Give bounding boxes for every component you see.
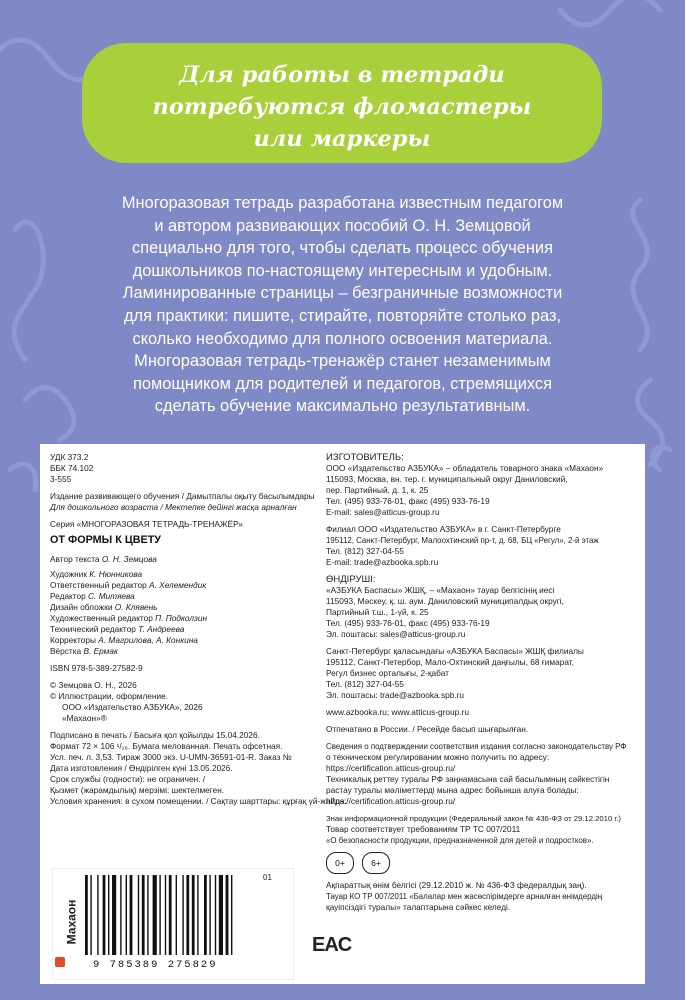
edition-type: Издание развивающего обучения / Дамытпалы оқыту басылымдары	[50, 491, 315, 501]
print-info-line: Дата изготовления / Өндірілген күні 13.05.2026.	[50, 763, 233, 773]
bbk-code: ББК 74.102	[50, 463, 94, 473]
banner-note	[82, 43, 602, 163]
intro-line: Многоразовая тетрадь-тренажёр станет незаменимым	[134, 352, 551, 371]
credit-row: Дизайн обложки О. Клявень	[50, 602, 158, 612]
intro-line: дошкольников по-настоящему интересным и удобным.	[132, 261, 553, 280]
kz-manufacturer-line: 115093, Мәскеу, қ. ш. аум. Даниловский муниципалдық округі,	[326, 596, 564, 606]
copyright-line: © Земцова О. Н., 2026	[50, 680, 137, 690]
kz-mark-line: Тауар КО ТР 007/2011 «Балалар мен жасөспірімдерге арналған өнімдердің	[326, 892, 603, 901]
print-info-line: Қызмет (жарамдылық) мерзімі: шектелмеген.	[50, 785, 225, 795]
intro-line: Многоразовая тетрадь разработана известным педагогом	[121, 194, 564, 212]
branch-line: Тел. (812) 327-04-55	[326, 546, 404, 556]
manufacturer-line: пер. Партийный, д. 1, к. 25	[326, 485, 429, 495]
print-info-line: Срок службы (годности): не ограничен. /	[50, 774, 206, 784]
banner-line-2: потребуются фломастеры	[152, 94, 532, 120]
conformity-line: https://certification.atticus-group.ru/	[326, 763, 456, 773]
publisher-mark-icon	[55, 957, 65, 967]
credit-row: Ответственный редактор А. Хелемендик	[50, 580, 207, 590]
websites: www.azbooka.ru; www.atticus-group.ru	[326, 707, 469, 717]
barcode-block	[52, 868, 294, 980]
kz-manufacturer-line: Партийный т.ш., 1-үй, к. 25	[326, 607, 429, 617]
print-info-line: Условия хранения: в сухом помещении. / Сақтау шарттары: құрғақ үй-жайда.	[50, 796, 347, 806]
book-title: ОТ ФОРМЫ К ЦВЕТУ	[50, 534, 162, 546]
kz-manufacturer-line: Эл. поштасы: sales@atticus-group.ru	[326, 629, 466, 639]
barcode-icon	[81, 875, 261, 959]
intro-line: специально для того, чтобы сделать процесс обучения	[132, 239, 553, 258]
credits-list	[50, 554, 320, 657]
credit-row: Автор текста О. Н. Земцова	[50, 554, 157, 564]
kz-mark-line: қауіпсіздігі туралы» талаптарына сәйкес келеді.	[326, 902, 511, 912]
credit-row: Редактор С. Митяева	[50, 591, 135, 601]
print-info-line: Формат 72 × 106 ¹/₁₆. Бумага мелованная. Печать офсетная.	[50, 741, 283, 751]
publisher-logo	[51, 877, 79, 973]
age-badge-0: 0+	[326, 852, 354, 874]
manufacturer-line: E-mail: sales@atticus-group.ru	[326, 507, 440, 517]
banner-line-1: Для работы в тетради	[179, 62, 505, 88]
conformity-line: растау туралы мәліметтерді мына адрес бойынша алуға болады:	[326, 785, 579, 795]
udk-code: УДК 373.2	[50, 452, 89, 462]
kz-branch-line: Тел. (812) 327-04-55	[326, 679, 404, 689]
kz-manufacturer-line: Тел. (495) 933-76-01, факс (495) 933-76-19	[326, 618, 490, 628]
manufacturer-heading: ИЗГОТОВИТЕЛЬ:	[326, 452, 404, 463]
barcode-digits: 9 785389 275829	[93, 959, 218, 971]
description-text	[40, 192, 645, 418]
branch-line: Филиал ООО «Издательство АЗБУКА» в г. Санкт-Петербурге	[326, 524, 561, 534]
info-mark-line: Знак информационной продукции (Федеральный закон № 436-ФЗ от 29.12.2010 г.)	[326, 814, 621, 823]
intro-line: сколько необходимо для полного освоения материала.	[132, 329, 553, 348]
credit-row: Технический редактор Т. Андреева	[50, 624, 185, 634]
copyright-line: «Махаон»®	[62, 713, 107, 723]
kz-branch-line: Регул бизнес орталығы, 2-қабат	[326, 668, 449, 678]
intro-line: сделать обучение максимально результативным.	[154, 397, 531, 416]
kz-mark-line: Ақпараттық өнім белгісі (29.12.2010 ж. № 436-ФЗ федералдық заң).	[326, 880, 587, 890]
kz-branch-line: 195112, Санкт-Петербор, Мало-Охтинский даңғылы, 68 ғимарат,	[326, 657, 574, 667]
credit-row: Корректоры А. Магрилова, А. Конкина	[50, 635, 198, 645]
copyright-line: ООО «Издательство АЗБУКА», 2026	[62, 702, 203, 712]
intro-line: помощником для родителей и педагогов, стремящихся	[133, 374, 552, 393]
conformity-line: Сведения о подтверждении соответствия издания согласно законодательству РФ	[326, 742, 627, 751]
manufacturer-line: 115093, Москва, вн. тер. г. муниципальный округ Даниловский,	[326, 474, 568, 484]
kz-branch-line: Санкт-Петербург қаласындағы «АЗБУКА Баспасы» ЖШҚ филиалы	[326, 646, 584, 656]
print-info-line: Подписано в печать / Басыға қол қойылды 15.04.2026.	[50, 730, 260, 740]
print-info-line: Усл. печ. л. 3,53. Тираж 3000 экз. U-UMN-36591-01-R. Заказ №	[50, 752, 292, 762]
credit-row: Вёрстка В. Ермак	[50, 646, 118, 656]
kz-manufacturer-heading: ӨНДІРУШІ:	[326, 574, 376, 585]
imprint-left-column	[50, 452, 347, 807]
intro-line: и автором развивающих пособий О. Н. Земцовой	[154, 216, 531, 235]
conformity-line: о техническом регулировании можно получить по адресу:	[326, 752, 550, 762]
publisher-name: Махаон	[64, 899, 79, 945]
intro-line: для практики: пишите, стирайте, повторяйте столько раз,	[123, 306, 562, 325]
branch-line: E-mail: trade@azbooka.spb.ru	[326, 557, 439, 567]
imprint-right-column	[326, 452, 638, 913]
age-audience: Для дошкольного возраста / Мектепке дейінгі жасқа арналған	[50, 502, 297, 512]
info-mark-line: «О безопасности продукции, предназначенной для детей и подростков».	[326, 836, 594, 845]
intro-line: Ламинированные страницы – безграничные возможности	[122, 284, 563, 303]
copyright-line: © Иллюстрации, оформление.	[50, 691, 169, 701]
conformity-line: https://certification.atticus-group.ru/	[326, 796, 456, 806]
info-mark-line: Товар соответствует требованиям ТР ТС 007/2011	[326, 824, 521, 834]
isbn: ISBN 978-5-389-27582-9	[50, 663, 143, 673]
author-sign: 3-555	[50, 474, 72, 484]
banner-line-3: или маркеры	[253, 126, 431, 152]
series-name: Серия «МНОГОРАЗОВАЯ ТЕТРАДЬ-ТРЕНАЖЁР»	[50, 519, 243, 529]
branch-line: 195112, Санкт-Петербург, Малоохтинский пр-т, д. 68, БЦ «Регул», 2-й этаж	[326, 536, 599, 545]
credit-row: Художественный редактор П. Подколзин	[50, 613, 208, 623]
eac-mark-icon: EAC	[312, 934, 352, 956]
kz-branch-line: Эл. поштасы: trade@azbooka.spb.ru	[326, 690, 465, 700]
printed-in: Отпечатано в России. / Ресейде басып шығарылған.	[326, 724, 529, 734]
manufacturer-line: Тел. (495) 933-76-01, факс (495) 933-76-19	[326, 496, 490, 506]
age-badge-6: 6+	[362, 852, 390, 874]
kz-manufacturer-line: «АЗБУКА Баспасы» ЖШҚ, – «Махаон» тауар белгісінің иесі	[326, 585, 555, 595]
imprint-panel	[40, 444, 645, 984]
barcode-suffix: 01	[263, 873, 272, 882]
conformity-line: Техникалық реттеу туралы РФ заңнамасына сай басылымның сәйкестігін	[326, 774, 610, 784]
credit-row: Художник К. Нюнникова	[50, 569, 143, 579]
age-badges	[326, 852, 638, 874]
manufacturer-line: ООО «Издательство АЗБУКА» – обладатель товарного знака «Махаон»	[326, 463, 604, 473]
